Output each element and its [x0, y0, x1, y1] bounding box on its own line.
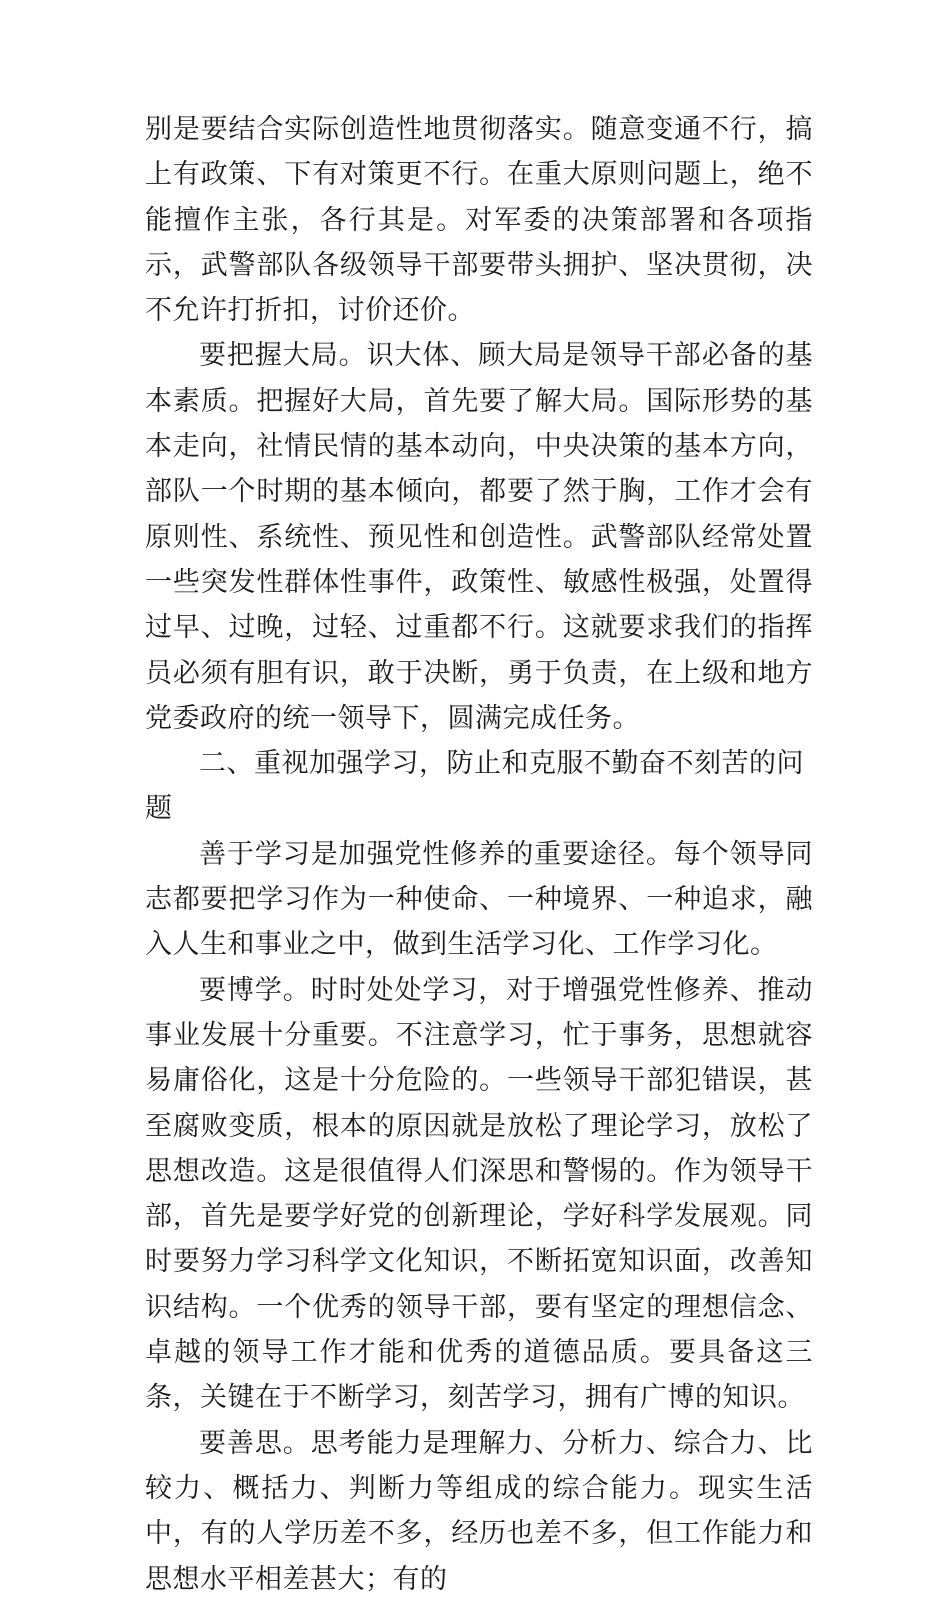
paragraph-learning-intro: 善于学习是加强党性修养的重要途径。每个领导同志都要把学习作为一种使命、一种境界、一种追求，融入人生和事业之中，做到生活学习化、工作学习化。 — [145, 838, 813, 961]
paragraph-continued: 别是要结合实际创造性地贯彻落实。随意变通不行，搞上有政策、下有对策更不行。在重大原则问题上，绝不能擅作主张，各行其是。对军委的决策部署和各项指示，武警部队各级领导干部要带头拥护、坚决贯彻，决不允许打折扣，讨价还价。 — [145, 114, 813, 327]
section-heading-2: 二、重视加强学习，防止和克服不勤奋不刻苦的问题 — [145, 748, 804, 825]
paragraph-broad-learning: 要博学。时时处处学习，对于增强党性修养、推动事业发展十分重要。不注意学习，忙于事务，思想就容易庸俗化，这是十分危险的。一些领导干部犯错误，甚至腐败变质，根本的原因就是放松了理论学习，放松了思想改造。这是很值得人们深思和警惕的。作为领导干部，首先是要学好党的创新理论，学好科学发展观。同时要努力学习科学文化知识，不断拓宽知识面，改善知识结构。一个优秀的领导干部，要有坚定的理想信念、卓越的领导工作才能和优秀的道德品质。要具备这三条，关键在于不断学习，刻苦学习，拥有广博的知识。 — [145, 974, 813, 1414]
paragraph-grasp-overall-situation: 要把握大局。识大体、顾大局是领导干部必备的基本素质。把握好大局，首先要了解大局。国际形势的基本走向，社情民情的基本动向，中央决策的基本方向，部队一个时期的基本倾向，都要了然于胸，工作才会有原则性、系统性、预见性和创造性。武警部队经常处置一些突发性群体性事件，政策性、敏感性极强，处置得过早、过晚，过轻、过重都不行。这就要求我们的指挥员必须有胆有识，敢于决断，勇于负责，在上级和地方党委政府的统一领导下，圆满完成任务。 — [145, 340, 813, 734]
paragraph-good-thinking: 要善思。思考能力是理解力、分析力、综合力、比较力、概括力、判断力等组成的综合能力。现实生活中，有的人学历差不多，经历也差不多，但工作能力和思想水平相差甚大；有的 — [145, 1427, 813, 1595]
document-body — [145, 107, 813, 1602]
